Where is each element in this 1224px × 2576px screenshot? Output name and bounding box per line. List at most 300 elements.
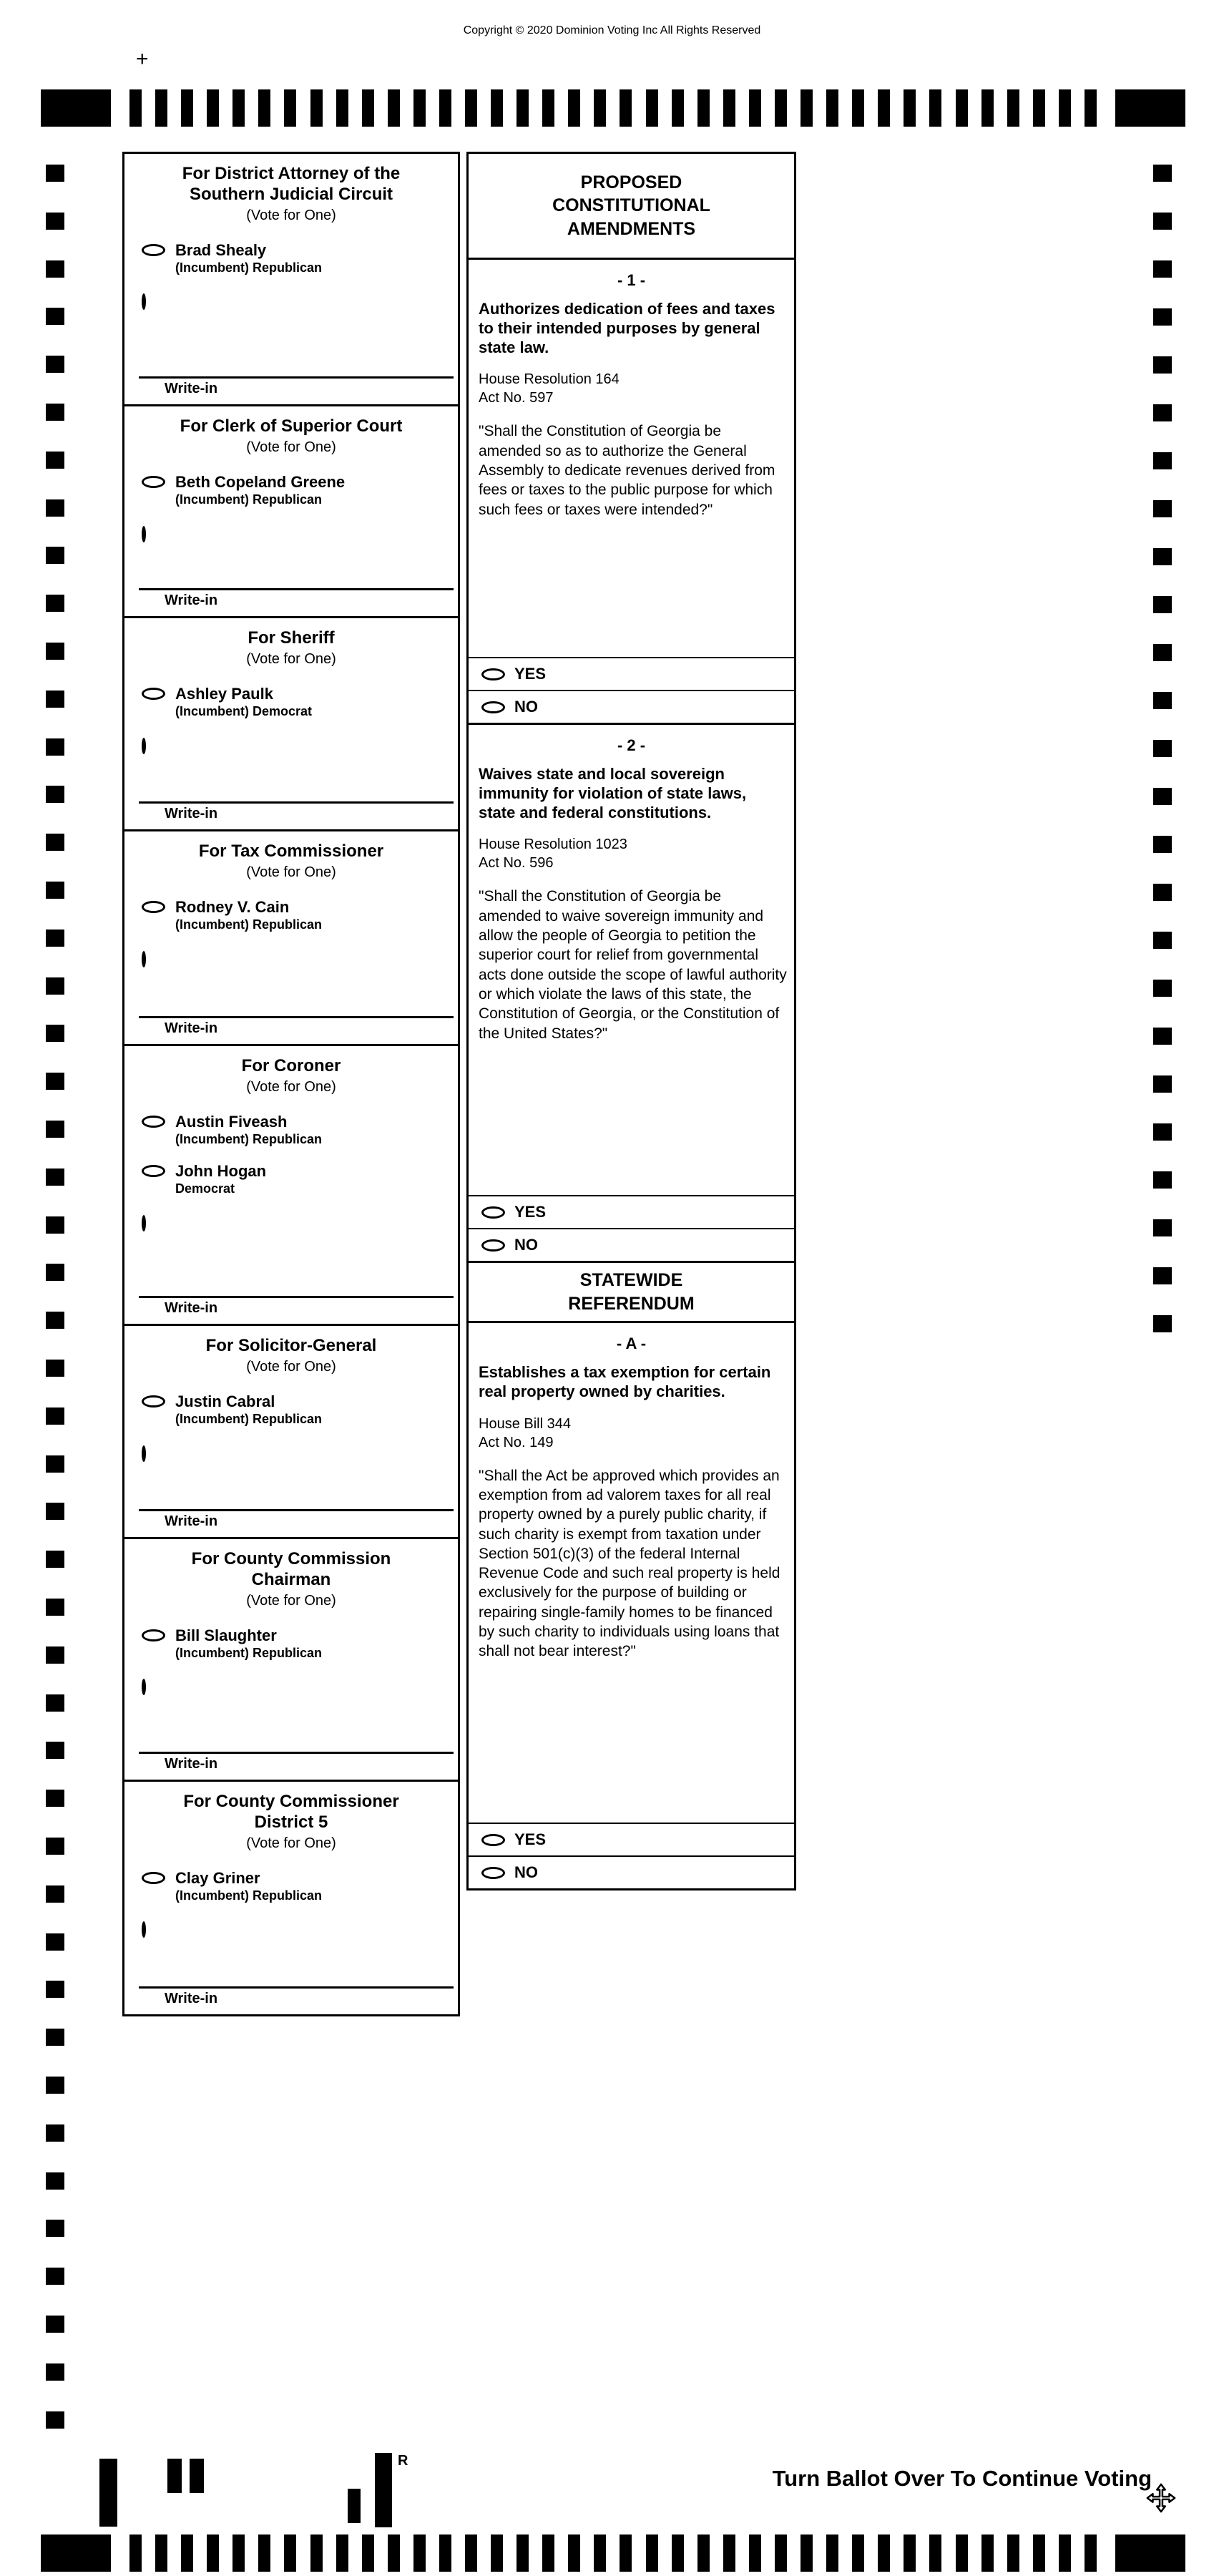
timing-mark (1153, 213, 1172, 230)
yes-response-row (469, 1195, 794, 1228)
candidate-party: (Incumbent) Republican (175, 917, 323, 932)
vote-for-instruction: (Vote for One) (246, 1358, 336, 1375)
timing-marks-top (41, 89, 1185, 127)
yes-vote-oval[interactable] (481, 668, 505, 680)
measure-reference: House Bill 344 (479, 1415, 571, 1432)
write-in-label: Write-in (165, 1020, 218, 1036)
section-header (469, 154, 794, 260)
measure-references (479, 1415, 784, 1452)
timing-mark (1153, 308, 1172, 326)
timing-mark (465, 89, 477, 127)
timing-bars (111, 2534, 1115, 2572)
write-in-oval-row (124, 509, 458, 548)
candidate-info (175, 241, 322, 276)
print-control-mark (167, 2459, 182, 2493)
timing-mark (1153, 1219, 1172, 1236)
contest-box (122, 1537, 460, 1782)
timing-mark (1153, 788, 1172, 805)
write-in-label: Write-in (165, 1513, 218, 1529)
timing-mark (46, 1503, 64, 1520)
write-in-oval[interactable] (142, 738, 146, 754)
timing-mark (1059, 89, 1071, 127)
timing-mark (1153, 1028, 1172, 1045)
measure-number: - 1 - (617, 271, 646, 289)
timing-mark (516, 2534, 529, 2572)
timing-mark (826, 2534, 838, 2572)
candidate-row (124, 228, 458, 278)
timing-mark (904, 2534, 916, 2572)
timing-mark (904, 89, 916, 127)
candidate-party: (Incumbent) Republican (175, 1888, 323, 1903)
yes-response-row (469, 1823, 794, 1855)
candidate-name: Beth Copeland Greene (175, 472, 346, 491)
candidate-row (124, 1614, 458, 1663)
print-control-mark (190, 2459, 204, 2493)
timing-mark (801, 2534, 813, 2572)
no-response-row (469, 1228, 794, 1261)
timing-mark (284, 89, 296, 127)
contest-title: For Tax Commissioner (198, 841, 384, 861)
write-in-oval-row (124, 721, 458, 760)
timing-mark (981, 89, 994, 127)
contest-title: For Solicitor-General (205, 1336, 377, 1355)
contest-title: For County Commissioner (183, 1792, 399, 1811)
write-in-oval-row (124, 1905, 458, 1943)
timing-mark (46, 2029, 64, 2046)
contest-header (124, 1046, 458, 1100)
timing-mark (46, 691, 64, 708)
candidate-party: (Incumbent) Republican (175, 1645, 323, 1660)
candidate-party: (Incumbent) Democrat (175, 704, 313, 719)
measure-question: "Shall the Constitution of Georgia be amended to waive sovereign immunity and allow the people of Georgia to petition the superior court for relief from governmental acts done outside the scope of lawful authority or which violate the laws of this state, the Constitution of Georgia, or the Constitution of the United States?" (479, 888, 787, 1042)
timing-mark (46, 977, 64, 995)
yes-response-row (469, 657, 794, 690)
measure-reference: House Resolution 164 (479, 371, 620, 388)
timing-mark (232, 2534, 245, 2572)
section-header (469, 1261, 794, 1323)
write-in-oval[interactable] (142, 1679, 146, 1695)
timing-mark (46, 2220, 64, 2237)
vote-oval[interactable] (142, 688, 165, 700)
contest-title: For Coroner (241, 1056, 341, 1075)
candidate-name: Brad Shealy (175, 240, 267, 259)
no-response-row (469, 690, 794, 723)
timing-mark (362, 89, 374, 127)
section-header-line: PROPOSED (580, 172, 682, 192)
timing-mark (129, 89, 142, 127)
no-vote-oval[interactable] (481, 701, 505, 713)
write-in-oval-row (124, 935, 458, 973)
vote-for-instruction: (Vote for One) (246, 864, 336, 880)
timing-mark (749, 2534, 761, 2572)
timing-mark (1153, 884, 1172, 901)
timing-block-right (1115, 89, 1185, 127)
timing-mark (258, 89, 270, 127)
write-in-oval[interactable] (142, 951, 146, 967)
timing-mark (46, 1551, 64, 1568)
contest-title: For District Attorney of the (182, 164, 401, 183)
write-in-oval-row (124, 1199, 458, 1237)
candidate-info (175, 473, 345, 508)
timing-mark (1153, 1267, 1172, 1284)
timing-mark (46, 930, 64, 947)
timing-mark (1153, 452, 1172, 469)
timing-mark (46, 786, 64, 803)
measure-reference: Act No. 149 (479, 1434, 554, 1450)
candidate-info (175, 1869, 322, 1904)
measure-question: "Shall the Constitution of Georgia be amended so as to authorize the General Assembly to dedicate revenues derived from fees or taxes to the public purpose for which such fees or taxes were intended?" (479, 423, 775, 518)
timing-mark (46, 2172, 64, 2190)
timing-mark (46, 1025, 64, 1042)
candidate-row (124, 1856, 458, 1906)
timing-mark (46, 834, 64, 851)
contest-title: Southern Judicial Circuit (189, 184, 393, 204)
timing-mark (46, 260, 64, 278)
timing-mark (207, 2534, 219, 2572)
timing-mark (46, 165, 64, 182)
timing-mark (1153, 1171, 1172, 1189)
timing-mark (516, 89, 529, 127)
candidate-row (124, 1100, 458, 1149)
timing-mark (46, 1646, 64, 1664)
vote-oval[interactable] (142, 901, 165, 913)
registration-plus-mark: + (136, 47, 149, 71)
timing-mark (1153, 548, 1172, 565)
timing-mark (1085, 89, 1097, 127)
write-in-oval-row (124, 277, 458, 316)
timing-mark (46, 356, 64, 373)
timing-mark (46, 2316, 64, 2333)
timing-mark (465, 2534, 477, 2572)
timing-mark (46, 452, 64, 469)
timing-mark (542, 89, 554, 127)
timing-mark (1153, 404, 1172, 421)
yes-label: YES (514, 1203, 547, 1221)
candidate-name: Justin Cabral (175, 1392, 275, 1410)
candidate-party: (Incumbent) Republican (175, 492, 323, 507)
timing-mark (852, 2534, 864, 2572)
timing-mark (1153, 1123, 1172, 1141)
contest-header (124, 1539, 458, 1614)
timing-mark (1153, 1075, 1172, 1093)
candidate-row (124, 1380, 458, 1429)
timing-mark (1033, 89, 1045, 127)
timing-block-left (41, 2534, 111, 2572)
vote-oval[interactable] (142, 476, 165, 488)
timing-mark (336, 89, 348, 127)
timing-mark (439, 89, 451, 127)
timing-mark (1153, 356, 1172, 374)
timing-mark (46, 2124, 64, 2142)
measure-summary: Authorizes dedication of fees and taxes to their intended purposes by general state law. (479, 300, 775, 356)
candidate-party: (Incumbent) Republican (175, 1412, 323, 1427)
contest-box (122, 404, 460, 618)
timing-mark (46, 882, 64, 899)
timing-mark (46, 2077, 64, 2094)
candidate-row (124, 672, 458, 721)
yes-label: YES (514, 665, 547, 683)
timing-mark (46, 1694, 64, 1712)
timing-mark (155, 89, 167, 127)
candidate-info (175, 1113, 322, 1148)
timing-mark (697, 2534, 710, 2572)
vote-oval[interactable] (142, 1116, 165, 1128)
timing-mark (929, 2534, 941, 2572)
write-in-label: Write-in (165, 381, 218, 396)
print-control-mark (348, 2489, 361, 2523)
candidate-name: Clay Griner (175, 1868, 260, 1887)
timing-mark (1153, 644, 1172, 661)
timing-mark (1033, 2534, 1045, 2572)
candidate-name: Bill Slaughter (175, 1626, 277, 1644)
measure-block (469, 260, 794, 723)
timing-mark (336, 2534, 348, 2572)
vote-for-instruction: (Vote for One) (246, 650, 336, 667)
no-vote-oval[interactable] (481, 1867, 505, 1879)
measure-block (469, 1323, 794, 1888)
write-in-label: Write-in (165, 1300, 218, 1316)
timing-mark (723, 2534, 735, 2572)
timing-mark (749, 89, 761, 127)
timing-bars (111, 89, 1115, 127)
timing-mark (1007, 2534, 1019, 2572)
timing-mark (1085, 2534, 1097, 2572)
timing-mark (258, 2534, 270, 2572)
contest-title: For County Commission (191, 1549, 391, 1568)
timing-mark (232, 89, 245, 127)
timing-mark (46, 2268, 64, 2285)
no-response-row (469, 1855, 794, 1888)
timing-mark (826, 89, 838, 127)
timing-mark (775, 89, 787, 127)
candidate-row (124, 885, 458, 935)
contest-box (122, 829, 460, 1046)
timing-mark (46, 1360, 64, 1377)
section-header-line: CONSTITUTIONAL (552, 195, 710, 216)
timing-mark (46, 1264, 64, 1281)
timing-mark (491, 2534, 503, 2572)
candidate-info (175, 685, 312, 720)
timing-mark (1153, 596, 1172, 613)
measure-summary: Establishes a tax exemption for certain real property owned by charities. (479, 1363, 771, 1400)
timing-mark (413, 2534, 426, 2572)
write-in-oval[interactable] (142, 1215, 146, 1231)
write-in-oval[interactable] (142, 1445, 146, 1462)
contest-header (124, 1326, 458, 1380)
vote-for-instruction: (Vote for One) (246, 1592, 336, 1609)
write-in-oval-row (124, 1429, 458, 1468)
timing-mark (956, 89, 968, 127)
timing-mark (46, 213, 64, 230)
timing-mark (1153, 692, 1172, 709)
timing-mark (1059, 2534, 1071, 2572)
yes-label: YES (514, 1830, 547, 1848)
vote-for-instruction: (Vote for One) (246, 1835, 336, 1851)
timing-mark (46, 1599, 64, 1616)
measure-block (469, 723, 794, 1261)
timing-mark (46, 1121, 64, 1138)
vote-for-instruction: (Vote for One) (246, 207, 336, 223)
timing-mark (46, 2363, 64, 2381)
yes-vote-oval[interactable] (481, 1206, 505, 1219)
candidate-info (175, 1626, 322, 1662)
timing-marks-right-column (1153, 165, 1172, 1345)
timing-mark (1153, 500, 1172, 517)
timing-mark (46, 1169, 64, 1186)
measure-reference: Act No. 597 (479, 390, 554, 406)
contest-title: For Sheriff (248, 628, 335, 648)
timing-mark (46, 308, 64, 325)
contest-box (122, 1044, 460, 1326)
timing-marks-left-column (46, 165, 64, 2426)
copyright-text: Copyright © 2020 Dominion Voting Inc All Rights Reserved (463, 24, 761, 36)
measure-question: "Shall the Act be approved which provides an exemption from ad valorem taxes for all real property owned by a purely public charity, if such charity is exempt from taxation under Section 501(c)(3) of the federal Internal Revenue Code and such real property is held exclusively for the purpose of building or repairing single-family homes to be financed by such charity to individuals using loans that shall not bear interest?" (479, 1467, 780, 1660)
timing-mark (852, 89, 864, 127)
timing-mark (46, 1407, 64, 1425)
timing-mark (491, 89, 503, 127)
timing-mark (46, 1216, 64, 1234)
timing-mark (46, 1885, 64, 1903)
timing-mark (620, 89, 632, 127)
vote-for-instruction: (Vote for One) (246, 1078, 336, 1095)
timing-mark (46, 1742, 64, 1759)
measure-number: - A - (616, 1335, 647, 1352)
timing-mark (1153, 260, 1172, 278)
timing-mark (956, 2534, 968, 2572)
write-in-label: Write-in (165, 1756, 218, 1772)
candidate-row (124, 460, 458, 509)
timing-mark (310, 2534, 323, 2572)
vote-oval[interactable] (142, 1395, 165, 1407)
contest-title: District 5 (254, 1812, 328, 1832)
timing-mark (46, 547, 64, 564)
measure-number: - 2 - (617, 736, 646, 754)
timing-mark (1153, 980, 1172, 997)
measure-reference: House Resolution 1023 (479, 836, 627, 853)
timing-mark (129, 2534, 142, 2572)
timing-mark (568, 2534, 580, 2572)
timing-mark (46, 1981, 64, 1998)
vote-for-instruction: (Vote for One) (246, 439, 336, 455)
vote-oval[interactable] (142, 244, 165, 256)
timing-mark (672, 89, 684, 127)
timing-mark (646, 2534, 658, 2572)
measures-column (466, 152, 796, 1890)
timing-mark (878, 89, 890, 127)
timing-mark (1153, 1315, 1172, 1332)
timing-mark (46, 1455, 64, 1473)
timing-mark (672, 2534, 684, 2572)
timing-mark (1153, 932, 1172, 949)
timing-mark (46, 404, 64, 421)
candidate-info (175, 1162, 266, 1197)
measure-references (479, 370, 784, 407)
timing-mark (46, 595, 64, 612)
no-vote-oval[interactable] (481, 1239, 505, 1252)
yes-vote-oval[interactable] (481, 1834, 505, 1846)
write-in-oval-row (124, 1662, 458, 1701)
timing-mark (310, 89, 323, 127)
write-in-oval[interactable] (142, 293, 146, 310)
timing-mark (181, 89, 193, 127)
write-in-label: Write-in (165, 1991, 218, 2006)
timing-mark (181, 2534, 193, 2572)
timing-mark (439, 2534, 451, 2572)
timing-mark (878, 2534, 890, 2572)
timing-mark (929, 89, 941, 127)
write-in-oval[interactable] (142, 526, 146, 542)
contest-box (122, 1780, 460, 2016)
candidate-party: Democrat (175, 1181, 235, 1196)
timing-mark (646, 89, 658, 127)
timing-mark (1007, 89, 1019, 127)
timing-mark (284, 2534, 296, 2572)
contest-box (122, 152, 460, 406)
timing-mark (981, 2534, 994, 2572)
candidate-party: (Incumbent) Republican (175, 1132, 323, 1147)
timing-mark (620, 2534, 632, 2572)
timing-mark (1153, 165, 1172, 182)
section-header-line: REFERENDUM (568, 1293, 695, 1314)
vote-oval[interactable] (142, 1629, 165, 1641)
candidate-info (175, 1392, 322, 1428)
timing-mark (697, 89, 710, 127)
contest-header (124, 154, 458, 228)
timing-mark (723, 89, 735, 127)
timing-block-right (1115, 2534, 1185, 2572)
candidate-name: John Hogan (175, 1161, 267, 1180)
timing-mark (594, 89, 606, 127)
print-control-mark (99, 2459, 117, 2527)
timing-mark (1153, 836, 1172, 853)
timing-mark (413, 89, 426, 127)
timing-marks-bottom (41, 2534, 1185, 2572)
timing-mark (46, 643, 64, 660)
timing-mark (568, 89, 580, 127)
timing-mark (388, 89, 400, 127)
print-mark-r: R (398, 2453, 408, 2469)
timing-mark (388, 2534, 400, 2572)
measure-references (479, 835, 784, 872)
vote-oval[interactable] (142, 1872, 165, 1884)
contests-column (122, 152, 460, 2016)
contest-header (124, 1782, 458, 1856)
measure-reference: Act No. 596 (479, 855, 554, 872)
candidate-info (175, 898, 322, 933)
write-in-oval[interactable] (142, 1921, 146, 1938)
section-header-line: STATEWIDE (579, 1270, 683, 1290)
timing-mark (46, 1312, 64, 1329)
timing-mark (775, 2534, 787, 2572)
timing-mark (46, 1073, 64, 1090)
write-in-label: Write-in (165, 806, 218, 821)
write-in-label: Write-in (165, 592, 218, 608)
timing-mark (46, 1838, 64, 1855)
timing-mark (362, 2534, 374, 2572)
move-cursor-icon (1145, 2482, 1178, 2514)
contest-title: For Clerk of Superior Court (180, 416, 403, 436)
vote-oval[interactable] (142, 1165, 165, 1177)
timing-mark (1153, 740, 1172, 757)
timing-mark (542, 2534, 554, 2572)
print-control-mark (375, 2453, 392, 2527)
candidate-row (124, 1149, 458, 1199)
candidate-name: Austin Fiveash (175, 1112, 288, 1131)
measure-summary: Waives state and local sovereign immunity for violation of state laws, state and federal constitutions. (479, 765, 747, 821)
timing-mark (46, 1933, 64, 1951)
timing-mark (207, 89, 219, 127)
timing-mark (801, 89, 813, 127)
